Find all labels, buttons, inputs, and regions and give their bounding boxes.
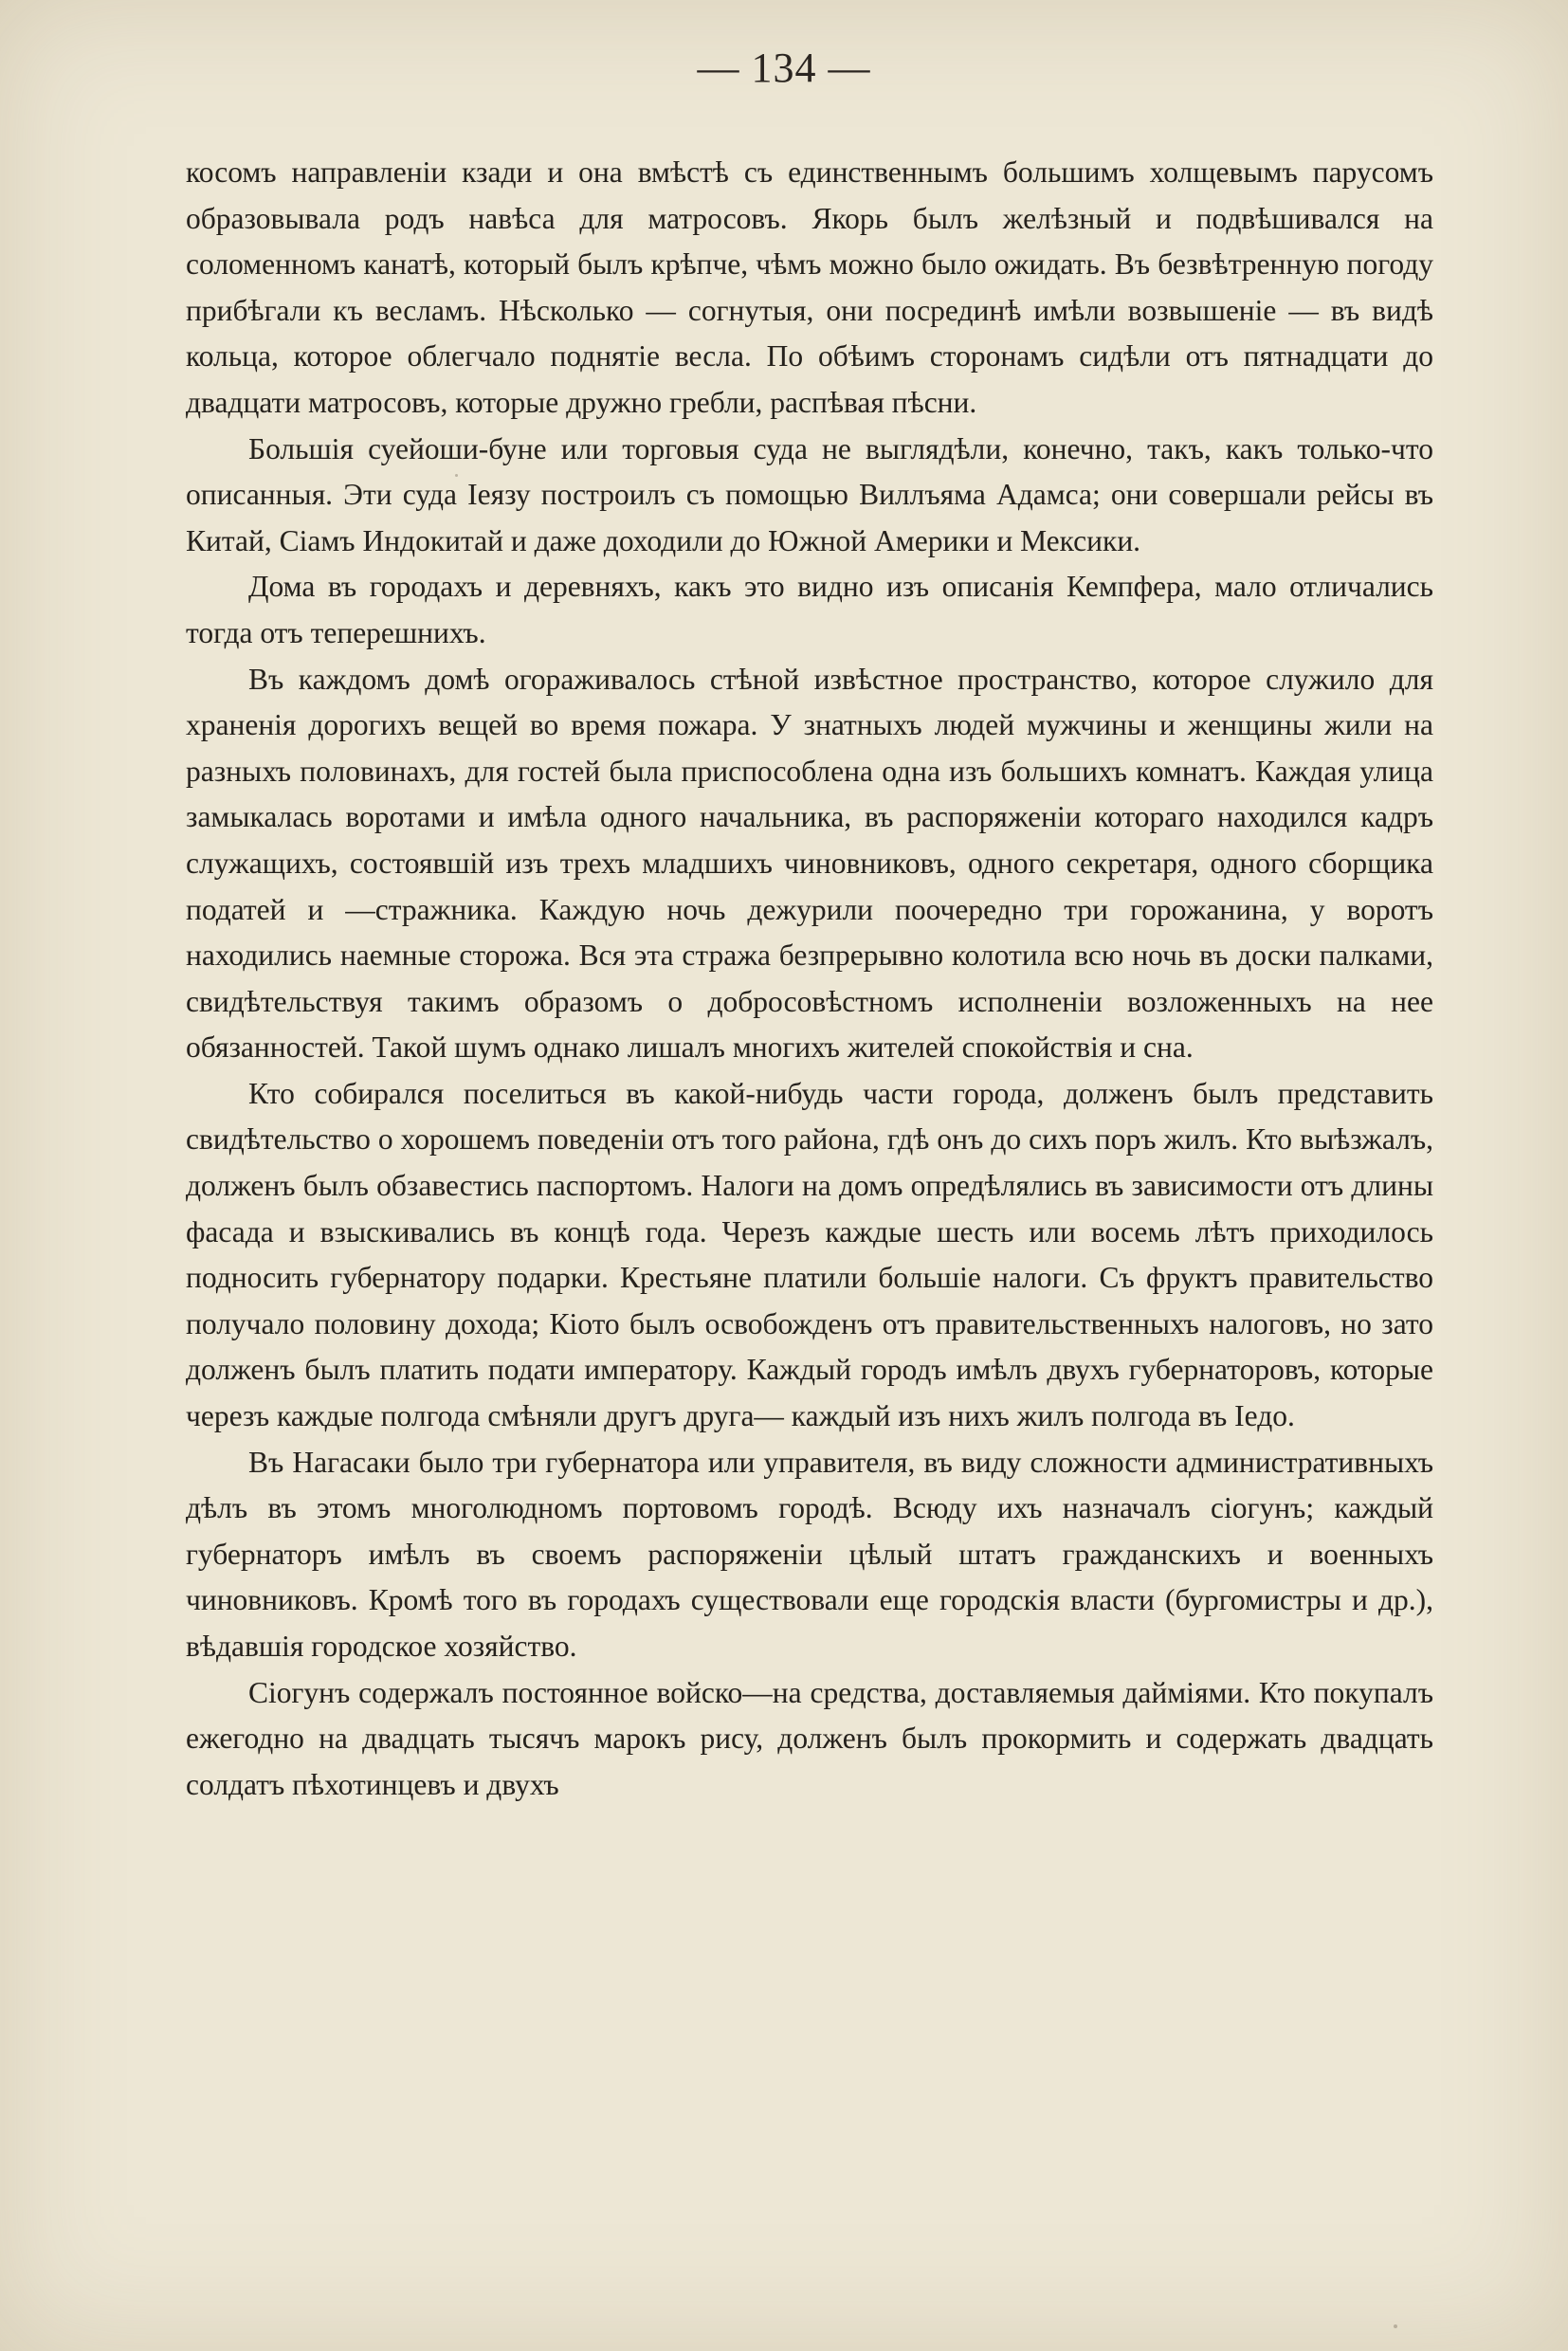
paragraph: Большія суейоши-буне или торговыя суда не выглядѣли, конечно, такъ, какъ только-что описанныя. Эти суда Іеязу построилъ съ помощью Виллъяма Адамса; они совершали рейсы въ Китай, Сіамъ Индокитай и даже доходили до Южной Америки и Мексики.: [186, 431, 1433, 557]
paper-speck: [1394, 2324, 1397, 2328]
paragraph: Кто собирался поселиться въ какой-нибудь части города, долженъ былъ представить свидѣтельство о хорошемъ поведеніи отъ того района, гдѣ онъ до сихъ поръ жилъ. Кто выѣзжалъ, долженъ былъ обзавестись паспортомъ. Налоги на домъ опредѣлялись въ зависимости отъ длины фасада и взыскивались въ концѣ года. Черезъ каждые шесть или восемь лѣтъ приходилось подносить губернатору подарки. Крестьяне платили большіе налоги. Съ фруктъ правительство получало половину дохода; Кіото былъ освобожденъ отъ правительственныхъ налоговъ, но зато долженъ былъ платить подати императору. Каждый городъ имѣлъ двухъ губернаторовъ, которые черезъ каждые полгода смѣняли другъ друга— каждый изъ нихъ жилъ полгода въ Іедо.: [186, 1076, 1433, 1433]
paragraph: Сіогунъ содержалъ постоянное войско—на средства, доставляемыя даймiями. Кто покупалъ ежегодно на двадцать тысячъ марокъ рису, долженъ былъ прокормить и содержать двадцать солдатъ пѣхотинцевъ и двухъ: [186, 1675, 1433, 1801]
paper-speck: [455, 474, 458, 477]
page-number-header: — 134 —: [697, 45, 871, 91]
page-text-body: [186, 150, 1433, 1808]
paragraph: Въ каждомъ домѣ огораживалось стѣной извѣстное пространство, которое служило для храненія дорогихъ вещей во время пожара. У знатныхъ людей мужчины и женщины жили на разныхъ половинахъ, для гостей была приспособлена одна изъ большихъ комнатъ. Каждая улица замыкалась воротами и имѣла одного начальника, въ распоряженіи котораго находился кадръ служащихъ, состоявшій изъ трехъ младшихъ чиновниковъ, одного секретаря, одного сборщика податей и —стражника. Каждую ночь дежурили поочередно три горожанина, у воротъ находились наемные сторожа. Вся эта стража безпрерывно колотила всю ночь въ доски палками, свидѣтельствуя такимъ образомъ о добросовѣстномъ исполненіи возложенныхъ на нее обязанностей. Такой шумъ однако лишалъ многихъ жителей спокойствія и сна.: [186, 662, 1433, 1065]
paragraph: Въ Нагасаки было три губернатора или управителя, въ виду сложности административныхъ дѣлъ въ этомъ многолюдномъ портовомъ городѣ. Всюду ихъ назначалъ сіогунъ; каждый губернаторъ имѣлъ въ своемъ распоряженіи цѣлый штатъ гражданскихъ и военныхъ чиновниковъ. Кромѣ того въ городахъ существовали еще городскія власти (бургомистры и др.), вѣдавшія городское хозяйство.: [186, 1445, 1433, 1663]
paragraph-continued: косомъ направленіи кзади и она вмѣстѣ съ единственнымъ большимъ холщевымъ парусомъ образовывала родъ навѣса для матросовъ. Якорь былъ желѣзный и подвѣшивался на соломенномъ канатѣ, который былъ крѣпче, чѣмъ можно было ожидать. Въ безвѣтренную погоду прибѣгали къ весламъ. Нѣсколько — согнутыя, они посрединѣ имѣли возвышеніе — въ видѣ кольца, которое облегчало поднятіе весла. По обѣимъ сторонамъ сидѣли отъ пятнадцати до двадцати матросовъ, которые дружно гребли, распѣвая пѣсни.: [186, 155, 1433, 419]
paragraph: Дома въ городахъ и деревняхъ, какъ это видно изъ описанія Кемпфера, мало отличались тогда отъ теперешнихъ.: [186, 570, 1433, 649]
